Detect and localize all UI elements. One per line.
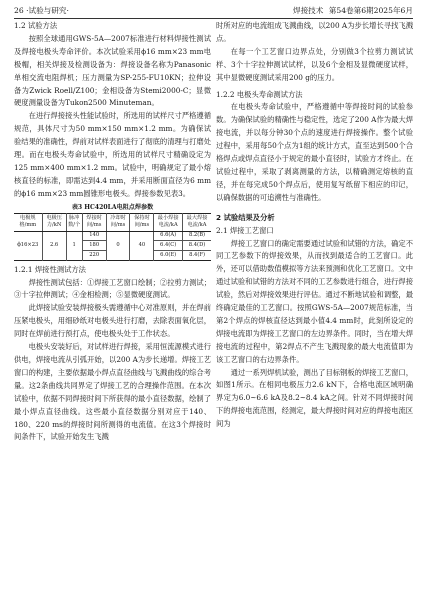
table-header-cell: 电极规格/mm [14, 213, 42, 231]
table-cell-min-current: 6.4(C) [154, 241, 183, 251]
section-heading-1-2-1: 1.2.1 焊接性测试方法 [14, 264, 86, 274]
table-cell-weld-time: 220 [82, 251, 106, 261]
table-cell-electrode: ϕ16×23 [14, 231, 42, 260]
table-cell-min-current: 6.6(A) [154, 231, 183, 241]
paragraph-test-items: 焊接性测试包括：①焊接工艺窗口绘制；②拉剪力测试；③十字拉伸测试；④金相检测；⑤显微硬度测试。 [14, 277, 212, 300]
table-cell-weld-time: 140 [82, 231, 106, 241]
table-header-cell: 冷却时间/ms [106, 213, 130, 231]
table-cell-max-current: 8.4(F) [189, 251, 205, 258]
table-header-cell: 最小焊接电流/kA [154, 213, 183, 231]
section-heading-2-1: 2.1 焊接工艺窗口 [216, 225, 274, 235]
paragraph-process-window-method: 电极头安装好后，对试样进行焊接，采用恒流源模式进行供电，焊接电流从引弧开始，以200 A为步长递增。焊接工艺窗口的构建，主要依据最小焊点直径曲线与飞溅曲线的综合考量。这2条曲线共同界定了焊接工艺的合理操作范围。在本次试验中，依据不同焊接时间下所获得的最小直径数据，绘制了最小焊点直径曲线。这些最小直径数据分别对应于140、180、220 ms的焊接时间所测得的电流值。在这3个焊接时间条件下，试验开始发生飞溅 [14, 342, 212, 442]
table-header-cell: 电极压力/kN [42, 213, 66, 231]
paragraph-electrode-life: 在电极头寿命试验中，严格遵循中等焊接时间的试验参数。为确保试验的精确性与稳定性，选定了200 A作为最大焊接电流，并以每分钟30个点的速度进行焊接操作。整个试验过程中，采用每50个点为1组的统计方式，直至达到500个合格焊点或焊点直径小于规定的最小直径时，试验方才终止。在试验过程中，采取了剥离测量的方法，以精确测定熔核的直径，并在每完成50个焊点后，使用复写纸留下相应的印记，以确保数据的可追溯性与准确性。 [216, 102, 414, 202]
paragraph-window-results: 通过一系列焊机试验，测出了目标钢板的焊接工艺窗口，如图1所示。在相同电极压力2.6 kN下，合格电流区域明确界定为6.0~6.6 kA及8.2~8.4 kA之间。针对不同焊接时间下的焊接电流范围，经测定，最大焊接时间对应的焊接电流区间为 [216, 367, 414, 429]
table-header-cell: 脉冲数/个 [66, 213, 82, 231]
table-header-cell: 保持时间/ms [130, 213, 154, 231]
paragraph-specimen: 在进行焊接接头性能试验时，所选用的试样尺寸严格遵循规范，具体尺寸为50 mm×150 mm×1.2 mm。为确保试验结果的准确性，焊前对试样表面进行了彻底的清理与打磨处理。而在电极头寿命试验中，所选用的试样尺寸精确设定为125 mm×400 mm×1.2 mm。试验中，明确规定了最小熔核直径的标准，即需达到4.4 mm，并采用断面直径为6 mm的ϕ16 mm×23 mm圆锥形电极头。焊接参数见表3。 [14, 111, 212, 198]
section-heading-2: 2 试验结果及分析 [216, 212, 275, 222]
table-cell-min-current: 6.0(E) [154, 251, 183, 261]
table-caption: 表3 HC420LA电阻点焊参数 [71, 203, 154, 211]
paragraph-continued: 时所对应的电流组成飞溅曲线，以200 A为步长增长寻找飞溅点。 [216, 21, 413, 43]
table-cell-cool-time: 0 [106, 231, 130, 260]
header-divider [14, 18, 413, 19]
paragraph-boundary-samples: 在每一个工艺窗口边界点处，分别做3个拉剪力测试试样、3个十字拉伸测试试样，以及6个金相及显微硬度试样，其中显微硬度测试采用200 g的压力。 [216, 46, 413, 82]
table-cell-pulse: 1 [66, 231, 82, 260]
left-column [14, 20, 211, 444]
welding-parameters-table [14, 213, 211, 261]
running-header [14, 5, 413, 18]
table-cell-max-current: 8.4(D) [183, 241, 211, 251]
page-number-and-section: 26 ·试验与研究· [14, 6, 69, 15]
section-heading-1-2: 1.2 试验方法 [14, 21, 58, 30]
paragraph-electrode-install: 此焊接试验安装焊接极头需遵循中心对准原则，并在焊前压紧电极头，用细砂纸对电极头进行打磨，去除表面氧化层，同时在焊前进行预打点，使电极头处于工作状态。 [14, 303, 212, 339]
paragraph-window-determination: 焊接工艺窗口的确定需要通过试验和试错的方法，确定不同工艺参数下的焊接效果，从而找到最适合的工艺窗口。此外，还可以借助数值模拟等方法来预测和优化工艺窗口。文中通过试验和试错的方法对不同的工艺参数进行组合，进行焊接试验，然后对焊接效果进行评估。通过不断地试验和调整，最终确定最佳的工艺窗口。按照GWS-5A—2007规范标准，当第2个焊点的焊核直径达到最小值4.4 mm时，此刻所设定的焊接电流即为焊接工艺窗口的左边界条件。同时，当在增大焊接电流的过程中，第2焊点不产生飞溅现象的最大电流值即为该工艺窗口的右边界条件。 [216, 238, 414, 364]
table-cell-hold-time: 40 [130, 231, 154, 260]
table-row [14, 231, 211, 241]
table-header-row [14, 213, 211, 231]
paragraph-equipment: 按照全球通用GWS-5A—2007标准进行材料焊接性测试及焊接电极头寿命评价。本次试验采用ϕ16 mm×23 mm电极帽，相关焊接及检测设备为：焊接设备名称为Panasonic单相交流电阻焊机；压力测量为SP-255-FU10KN；拉伸设备为Zwick Roell/Z100；金相设备为Stemi2000-C；显微硬度测量设备为Tukon2500 Minuteman。 [14, 33, 211, 108]
journal-info: 焊接技术 第54卷第6期2025年6月 [292, 6, 413, 15]
right-column [216, 20, 413, 431]
table-header-cell: 最大焊接电流/kA [183, 213, 211, 231]
section-heading-1-2-2: 1.2.2 电极头寿命测试方法 [216, 89, 303, 99]
table-cell-force: 2.6 [42, 231, 66, 260]
table-header-cell: 焊接时间/ms [82, 213, 106, 231]
table-cell-weld-time: 180 [82, 241, 106, 251]
table-cell-max-current: 8.2(B) [183, 231, 211, 241]
